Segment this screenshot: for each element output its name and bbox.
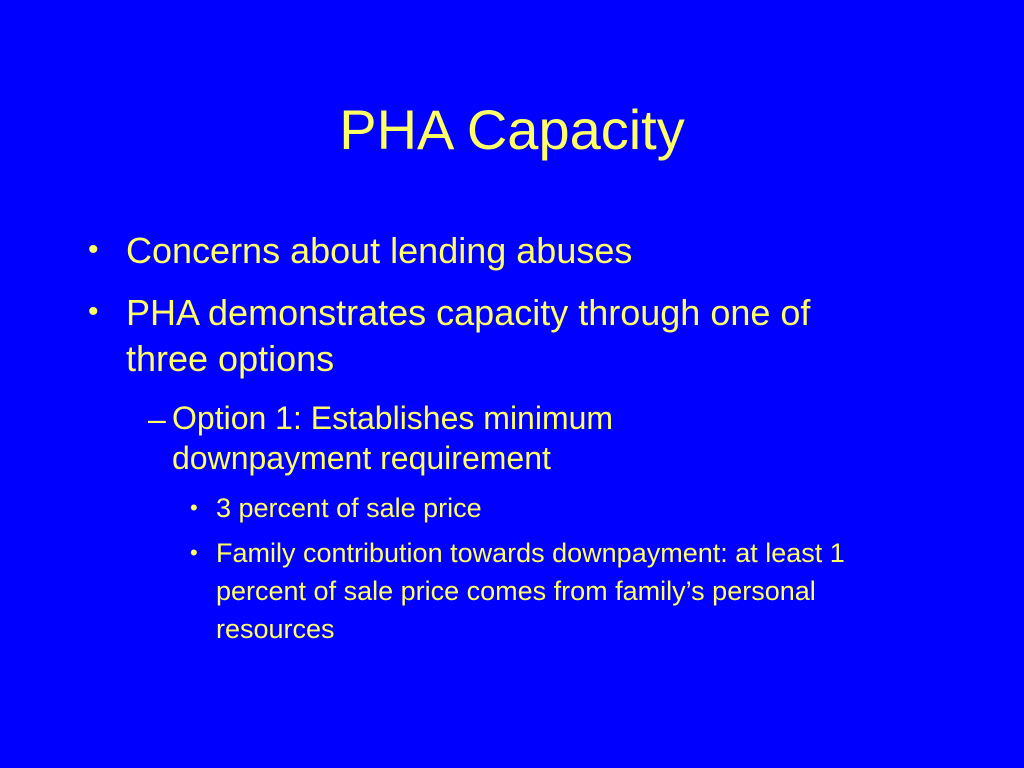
bullet-marker: • [88,233,99,266]
sub-bullet-text: Option 1: Establishes minimum downpayment requirement [172,400,614,476]
bullet-text: Concerns about lending abuses [126,230,633,271]
bullet-text: PHA demonstrates capacity through one of three options [126,292,811,379]
third-level-bullet-text: Family contribution towards downpayment: at least 1 percent of sale price comes from family’s personal resources [216,538,845,644]
bullet-marker: • [190,495,198,520]
dash-marker: – [148,401,166,437]
bullet-marker: • [88,295,99,328]
third-level-bullet-text: 3 percent of sale price [216,493,482,523]
slide-title: PHA Capacity [339,98,685,161]
bullet-marker: • [190,540,198,565]
